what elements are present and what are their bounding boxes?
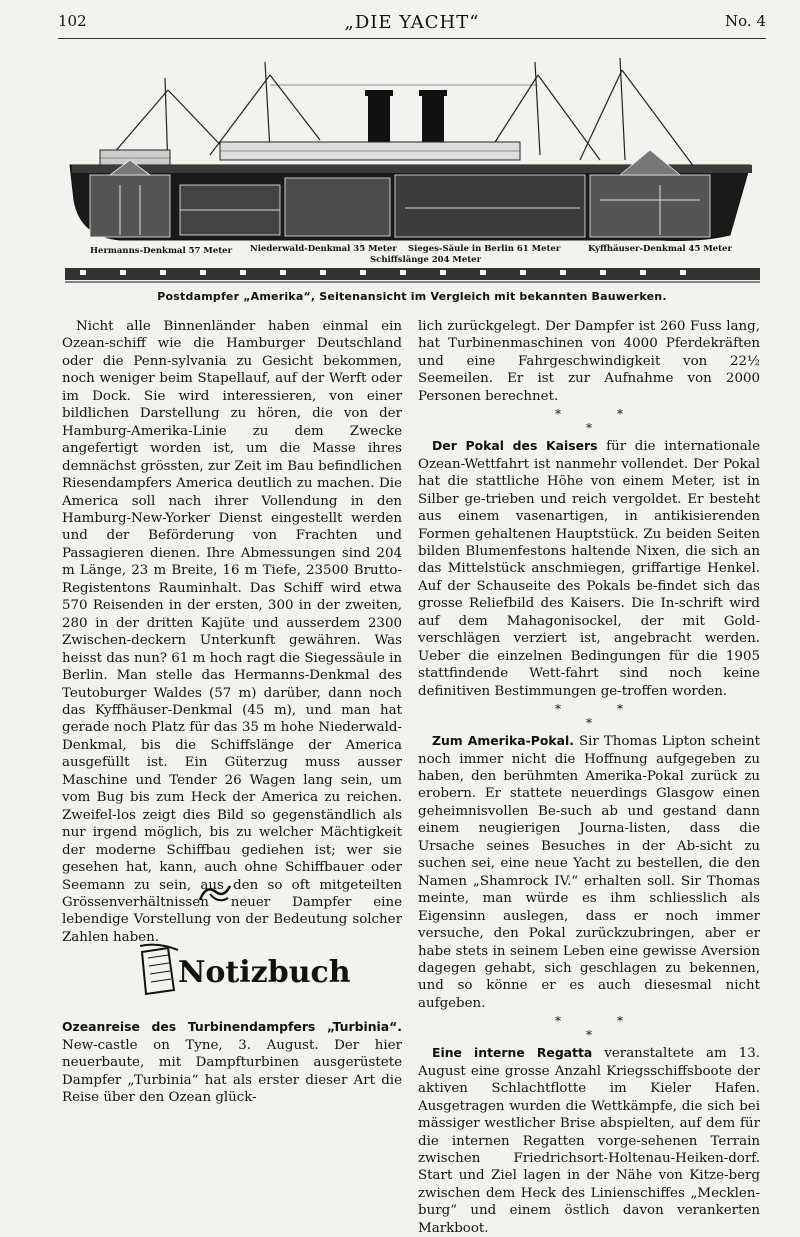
label-kyffhaeuser: Kyffhäuser-Denkmal 45 Meter	[588, 244, 732, 254]
left-column	[62, 318, 402, 946]
ship-illustration	[60, 50, 765, 296]
amerika-text: Sir Thomas Lipton scheint noch immer nicht die Hoffnung aufgegeben zu haben, den berühmten Amerika-Pokal zurück zu erobern. Er stattete neuerdings Glasgow einen geheimnisvollen Be-such ab und gestand dann einem neugierigen Journa-listen, dass die Ursache seines Besuches in der Ab-sicht zu suchen sei, eine neue Yacht zu bestellen, die den Namen „Shamrock IV.“ erhalten soll. Sir Thomas meinte, man würde es ihm schliesslich als Eigensinn auslegen, dass er noch immer versuche, den Pokal zurückzubringen, aber er habe stets in seinem Leben eine gewisse Aversion dagegen gehabt, sich geschlagen zu bekennen, und so könne er es auch diesesmal nicht aufgeben.	[418, 734, 761, 1011]
label-schiffslaenge: Schiffslänge 204 Meter	[370, 255, 482, 265]
journal-title: „DIE YACHT“	[344, 12, 480, 33]
regatta-text: veranstaltete am 13. August eine grosse Anzahl Kriegsschiffsboote der aktiven Schlachtflotte im Kieler Hafen. Ausgetragen wurden die Wettkämpfe, die sich bei mässiger westlicher Brise abspielten, auf dem für die internen Regatten vorge-sehenen Terrain zwischen Friedrichsort-Holtenau-Heiken-dorf. Start und Ziel lagen in der Nähe von Kitze-berg zwischen dem Heck des Linienschiffes „Mecklen-burg“ und einem östlich davon verankerten Markboot.	[418, 1046, 761, 1236]
article-ship-text: Nicht alle Binnenländer haben einmal ein Ozean-schiff wie die Hamburger Deutschland oder die Penn-sylvania zu Gesicht bekommen, noch weniger beim Stapellauf, auf der Werft oder im Dock. Sie wird interessieren, von einer bildlichen Darstellung zu hören, die von der Hamburg-Amerika-Linie zu dem Zwecke angefertigt worden ist, um die Masse ihres demnächst grössten, zur Zeit im Bau befindlichen Riesendampfers America deutlich zu machen. Die America soll nach ihrer Vollendung in den Hamburg-New-Yorker Dienst eingestellt werden und der Beförderung von Frachten und Passagieren dienen. Ihre Abmessungen sind 204 m Länge, 23 m Breite, 16 m Tiefe, 23500 Brutto-Registentons Rauminhalt. Das Schiff wird etwa 570 Reisenden in der ersten, 300 in der zweiten, 280 in der dritten Kajüte und ausserdem 2300 Zwischen-deckern Unterkunft gewähren. Was heisst das nun? 61 m hoch ragt die Siegessäule in Berlin. Man stelle das Hermanns-Denkmal des Teutoburger Waldes (57 m) darüber, dann noch das Kyffhäuser-Denkmal (45 m), und man hat gerade noch Platz für das 35 m hohe Niederwald-Denkmal, bis die Schiffslänge der America ausgefüllt ist. Ein Güterzug muss ausser Maschine und Tender 26 Wagen lang sein, um vom Bug bis zum Heck der America zu reichen. Zweifel-los zeigt dies Bild so gegenständlich als nur irgend möglich, bis zu welcher Mächtigkeit der moderne Schiffbau gediehen ist; wer sie gesehen hat, kann, auch ohne Schiffbauer oder Seemann zu sein, aus den so oft mitgeteilten Grössenverhältnissen neuer Dampfer eine lebendige Vorstellung von der Bedeutung solcher Zahlen haben.	[62, 319, 402, 945]
separator-stars-2: * * *	[555, 702, 623, 731]
label-niederwald: Niederwald-Denkmal 35 Meter	[250, 244, 397, 254]
notizbuch-heading	[138, 942, 351, 998]
turbinia-text: New-castle on Tyne, 3. August. Der hier neuerbaute, mit Dampfturbinen ausgerüstete Dampfer „Turbinia“ hat als erster dieser Art die Reise über den Ozean glück-	[62, 1037, 402, 1106]
header-rule	[58, 38, 766, 39]
turbinia-article	[62, 1005, 402, 1120]
pokal-heading: Der Pokal des Kaisers	[432, 438, 598, 454]
page-header	[58, 12, 766, 36]
separator-stars-3: * * *	[555, 1014, 623, 1043]
label-hermann: Hermanns-Denkmal 57 Meter	[90, 246, 233, 256]
turbinia-heading: Ozeanreise des Turbinendampfers „Turbinia“.	[62, 1019, 402, 1035]
notizbuch-title: Notizbuch	[178, 955, 351, 990]
turbinia-continuation: lich zurückgelegt. Der Dampfer ist 260 Fuss lang, hat Turbinenmaschinen von 4000 Pferdekräften und eine Fahrgeschwindigkeit von 22½ Seemeilen. Er ist zur Aufnahme von 2000 Personen berechnet.	[418, 319, 760, 404]
right-column	[418, 318, 760, 1237]
label-sieges: Sieges-Säule in Berlin 61 Meter	[408, 244, 561, 254]
regatta-heading: Eine interne Regatta	[432, 1045, 593, 1061]
page-number: 102	[58, 12, 87, 30]
ornament-icon	[196, 880, 236, 906]
issue-number: No. 4	[725, 12, 766, 30]
figure-caption: Postdampfer „Amerika“, Seitenansicht im Vergleich mit bekannten Bauwerken.	[157, 290, 667, 303]
amerika-heading: Zum Amerika-Pokal.	[432, 733, 574, 749]
separator-stars-1: * * *	[555, 407, 623, 436]
pokal-text: für die internationale Ozean-Wettfahrt ist nanmehr vollendet. Der Pokal hat die stattliche Höhe von einem Meter, ist in Silber ge-trieben und reich vergoldet. Er besteht aus einem vasenartigen, in antikisierenden Formen gehaltenen Hauptstück. Zu beiden Seiten bilden Blumenfestons haltende Nixen, die sich an das Mittelstück anschmiegen, griffartige Henkel. Auf der Schauseite des Pokals be-findet sich das grosse Reliefbild des Kaisers. Die In-schrift wird auf dem Mahagonisockel, der mit Gold-verschlägen verziert ist, angebracht werden. Ueber die einzelnen Bedingungen für die 1905 stattfindende Wett-fahrt sind noch keine definitiven Bestimmungen ge-troffen worden.	[418, 439, 761, 699]
notebook-icon	[138, 942, 351, 998]
